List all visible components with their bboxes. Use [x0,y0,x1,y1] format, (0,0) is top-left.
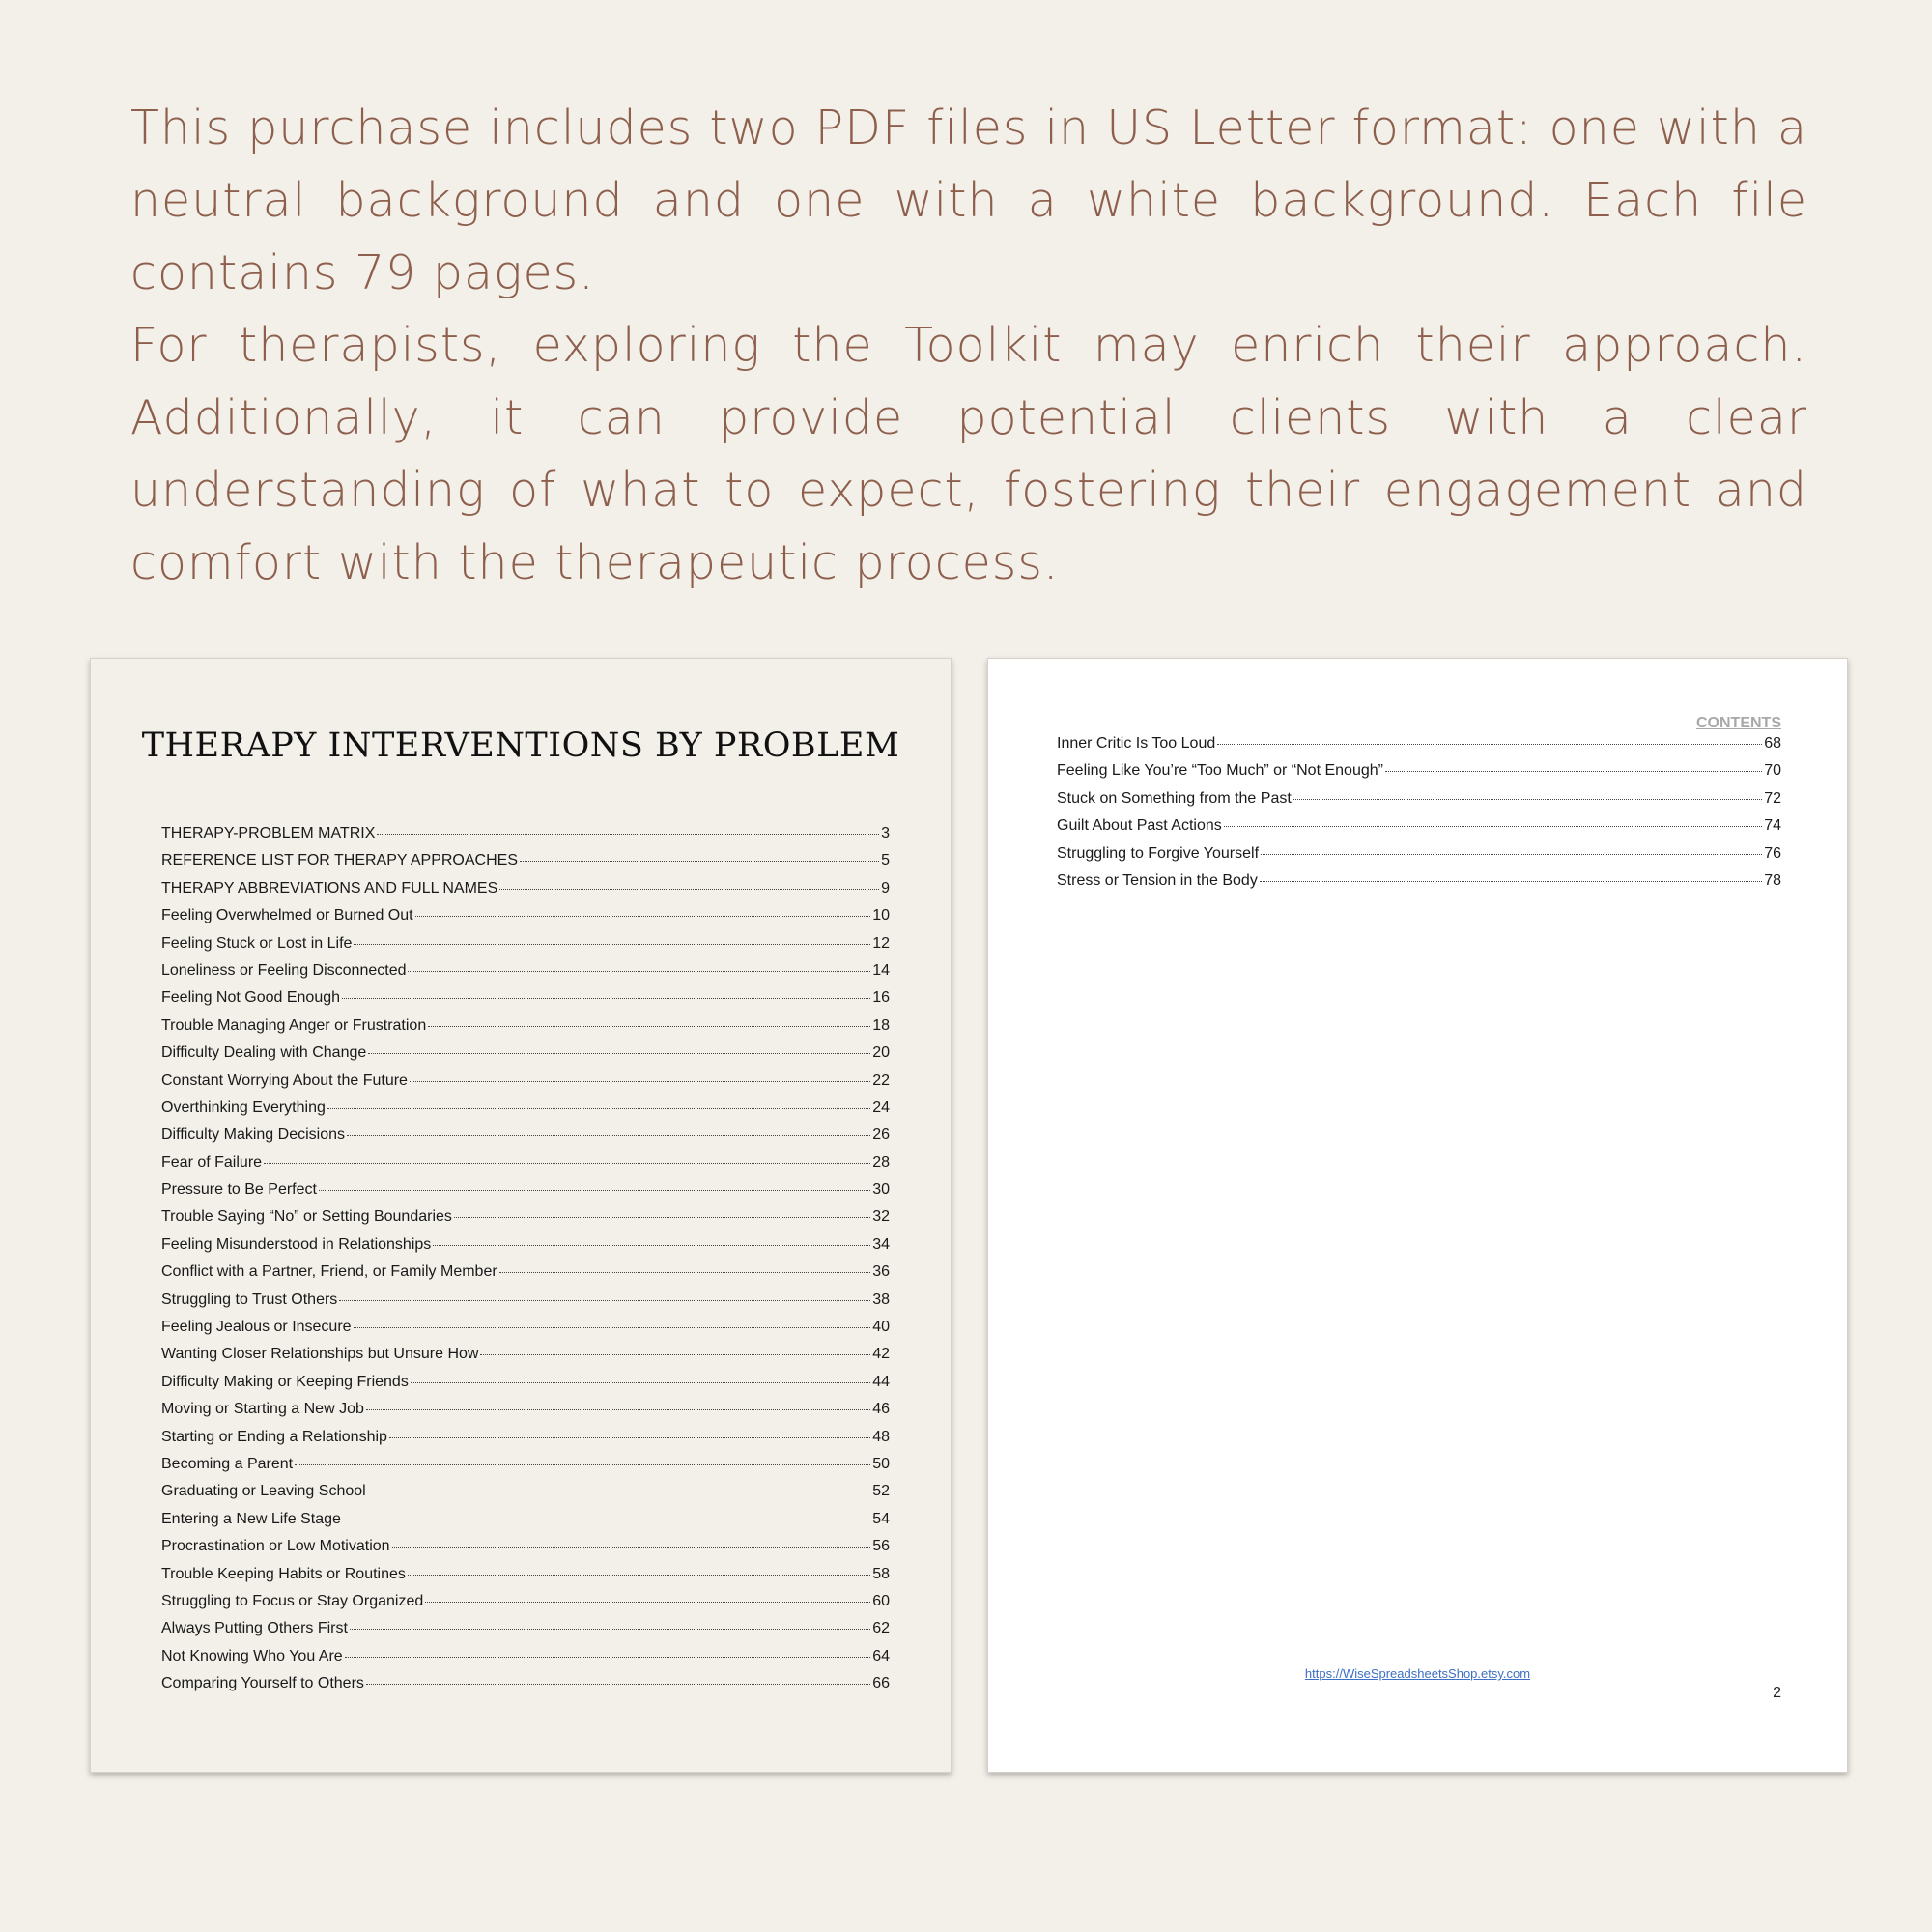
preview-page-neutral [90,658,952,1773]
toc-entry[interactable] [1057,762,1781,789]
toc-entry[interactable] [161,1401,890,1428]
dot-leader [392,1547,871,1548]
dot-leader [354,1327,871,1328]
toc-entry-page: 10 [872,907,890,924]
toc-entry-label: Feeling Overwhelmed or Burned Out [161,907,413,924]
toc-entry[interactable] [161,989,890,1016]
toc-entry-label: Inner Critic Is Too Loud [1057,735,1216,752]
toc-entry-label: Becoming a Parent [161,1455,294,1472]
toc-entry-label: Moving or Starting a New Job [161,1401,364,1418]
toc-entry-page: 3 [881,825,890,841]
toc-entry[interactable] [161,1593,890,1620]
toc-entry-label: Overthinking Everything [161,1098,326,1116]
dot-leader [410,1081,870,1082]
dot-leader [454,1217,870,1218]
intro-paragraph-files: This purchase includes two PDF files in US Letter format: one with a neutral background and one with a white background. Each file contains 79 pages. [130,100,1807,300]
toc-entry[interactable] [161,1511,890,1538]
toc-entry[interactable] [161,1181,890,1208]
table-of-contents [161,825,890,1703]
toc-entry[interactable] [161,1483,890,1510]
toc-entry-page: 22 [872,1071,890,1089]
toc-entry-page: 62 [872,1620,890,1637]
toc-entry-label: THERAPY-PROBLEM MATRIX [161,825,376,841]
toc-entry-page: 20 [872,1044,890,1062]
dot-leader [433,1245,870,1246]
toc-entry[interactable] [161,1208,890,1236]
toc-entry-page: 76 [1764,844,1781,862]
intro-paragraph-therapists: For therapists, exploring the Toolkit may enrich their approach. Additionally, it can provide potential clients with a clear understanding of what to expect, fostering their engagement and comfort with the therapeutic process. [130,318,1807,590]
toc-entry-label: Starting or Ending a Relationship [161,1428,387,1445]
dot-leader [499,889,879,890]
toc-entry-label: Entering a New Life Stage [161,1510,341,1527]
dot-leader [366,1409,870,1410]
toc-entry-page: 30 [872,1181,890,1199]
dot-leader [264,1163,870,1164]
toc-entry-page: 52 [872,1483,890,1500]
toc-entry-page: 26 [872,1126,890,1144]
toc-entry-label: Struggling to Trust Others [161,1291,338,1308]
toc-entry-label: Trouble Keeping Habits or Routines [161,1565,406,1582]
toc-entry[interactable] [161,825,890,852]
dot-leader [377,834,879,835]
toc-entry-page: 70 [1764,762,1781,780]
toc-entry-label: Feeling Misunderstood in Relationships [161,1236,432,1253]
dot-leader [319,1190,870,1191]
dot-leader [347,1135,870,1136]
dot-leader [1385,771,1762,772]
dot-leader [1224,826,1762,827]
toc-entry-page: 12 [872,934,890,952]
toc-entry-label: Difficulty Making or Keeping Friends [161,1373,409,1390]
toc-entry-page: 64 [872,1647,890,1664]
toc-entry-page: 60 [872,1592,890,1609]
dot-leader [1217,744,1762,745]
toc-entry[interactable] [161,1620,890,1647]
toc-entry-page: 34 [872,1236,890,1253]
toc-entry[interactable] [161,1346,890,1373]
toc-entry-page: 16 [872,989,890,1007]
toc-entry-label: Trouble Saying “No” or Setting Boundaries [161,1208,452,1226]
toc-entry[interactable] [161,1538,890,1565]
toc-entry-label: Fear of Failure [161,1153,263,1171]
toc-entry-page: 46 [872,1401,890,1418]
dot-leader [499,1272,871,1273]
toc-entry-page: 5 [881,852,890,869]
toc-entry-label: THERAPY ABBREVIATIONS AND FULL NAMES [161,879,498,896]
shop-url-link[interactable]: https://WiseSpreadsheetsShop.etsy.com [1304,1666,1531,1681]
toc-entry[interactable] [161,1236,890,1264]
toc-entry-label: Difficulty Making Decisions [161,1126,345,1144]
toc-entry-label: Stress or Tension in the Body [1057,871,1258,889]
toc-entry-page: 36 [872,1264,890,1281]
toc-entry[interactable] [161,962,890,989]
toc-entry-label: Conflict with a Partner, Friend, or Family Member [161,1264,497,1281]
toc-entry-label: Wanting Closer Relationships but Unsure How [161,1346,479,1363]
dot-leader [295,1464,870,1465]
toc-entry-page: 24 [872,1098,890,1116]
toc-entry-label: Graduating or Leaving School [161,1483,366,1500]
toc-entry-page: 54 [872,1510,890,1527]
toc-entry-page: 42 [872,1346,890,1363]
toc-entry[interactable] [161,880,890,907]
toc-entry[interactable] [161,1126,890,1153]
toc-entry-label: Pressure to Be Perfect [161,1181,317,1199]
toc-entry-label: Feeling Not Good Enough [161,989,341,1007]
toc-entry-page: 72 [1764,789,1781,807]
toc-entry-page: 38 [872,1291,890,1308]
page-title: THERAPY INTERVENTIONS BY PROBLEM [141,726,900,765]
toc-entry-page: 66 [872,1675,890,1692]
toc-entry-label: Feeling Jealous or Insecure [161,1319,352,1336]
dot-leader [345,1657,871,1658]
toc-entry-page: 28 [872,1153,890,1171]
toc-entry-label: Feeling Stuck or Lost in Life [161,934,353,952]
toc-entry-page: 40 [872,1319,890,1336]
dot-leader [1293,799,1762,800]
toc-entry[interactable] [161,907,890,934]
toc-entry-label: Not Knowing Who You Are [161,1647,343,1664]
dot-leader [339,1300,870,1301]
dot-leader [408,971,870,972]
toc-entry-page: 9 [881,879,890,896]
toc-entry-label: Loneliness or Feeling Disconnected [161,961,407,979]
dot-leader [415,916,871,917]
dot-leader [366,1684,870,1685]
dot-leader [389,1437,870,1438]
toc-entry[interactable] [161,852,890,879]
toc-entry-label: Stuck on Something from the Past [1057,789,1292,807]
toc-entry[interactable] [161,1264,890,1291]
toc-entry[interactable] [161,1292,890,1319]
dot-leader [327,1108,870,1109]
toc-entry[interactable] [161,1072,890,1099]
dot-leader [428,1026,870,1027]
dot-leader [368,1053,870,1054]
toc-entry-label: Always Putting Others First [161,1620,348,1637]
toc-entry-page: 48 [872,1428,890,1445]
intro-text [130,92,1807,599]
dot-leader [1261,854,1762,855]
dot-leader [520,861,879,862]
dot-leader [1260,881,1762,882]
toc-entry[interactable] [161,1675,890,1702]
toc-entry-page: 78 [1764,871,1781,889]
dot-leader [480,1354,870,1355]
dot-leader [354,944,870,945]
toc-entry-label: Struggling to Forgive Yourself [1057,844,1260,862]
preview-page-white [987,658,1848,1773]
toc-entry-label: Struggling to Focus or Stay Organized [161,1592,424,1609]
toc-entry[interactable] [161,1566,890,1593]
toc-entry-page: 68 [1764,735,1781,752]
toc-entry[interactable] [1057,790,1781,817]
toc-entry-page: 56 [872,1538,890,1555]
toc-entry-label: Constant Worrying About the Future [161,1071,408,1089]
toc-entry[interactable] [161,1154,890,1181]
contents-link[interactable]: CONTENTS [1696,715,1781,731]
toc-entry[interactable] [161,1429,890,1456]
toc-entry-label: Difficulty Dealing with Change [161,1044,367,1062]
toc-entry-page: 32 [872,1208,890,1226]
toc-entry-label: Feeling Like You’re “Too Much” or “Not Enough” [1057,762,1383,780]
toc-entry[interactable] [1057,817,1781,844]
toc-entry-page: 14 [872,961,890,979]
toc-entry[interactable] [1057,845,1781,872]
page-number: 2 [1773,1685,1781,1701]
dot-leader [411,1382,870,1383]
toc-entry[interactable] [1057,872,1781,899]
toc-entry-label: REFERENCE LIST FOR THERAPY APPROACHES [161,852,518,869]
toc-entry-page: 44 [872,1373,890,1390]
toc-entry[interactable] [1057,735,1781,762]
toc-entry-page: 18 [872,1016,890,1034]
dot-leader [425,1602,870,1603]
toc-entry[interactable] [161,1374,890,1401]
toc-entry-page: 74 [1764,817,1781,835]
toc-entry[interactable] [161,1044,890,1071]
dot-leader [350,1629,870,1630]
dot-leader [408,1575,870,1576]
toc-entry[interactable] [161,1648,890,1675]
toc-entry[interactable] [161,1017,890,1044]
toc-entry-page: 50 [872,1455,890,1472]
toc-entry-label: Trouble Managing Anger or Frustration [161,1016,427,1034]
dot-leader [342,998,870,999]
toc-entry-label: Comparing Yourself to Others [161,1675,364,1692]
toc-entry[interactable] [161,1099,890,1126]
table-of-contents-continued [1057,735,1781,899]
toc-entry[interactable] [161,935,890,962]
toc-entry[interactable] [161,1456,890,1483]
toc-entry-label: Guilt About Past Actions [1057,817,1222,835]
toc-entry-label: Procrastination or Low Motivation [161,1538,390,1555]
toc-entry-page: 58 [872,1565,890,1582]
toc-entry[interactable] [161,1319,890,1346]
